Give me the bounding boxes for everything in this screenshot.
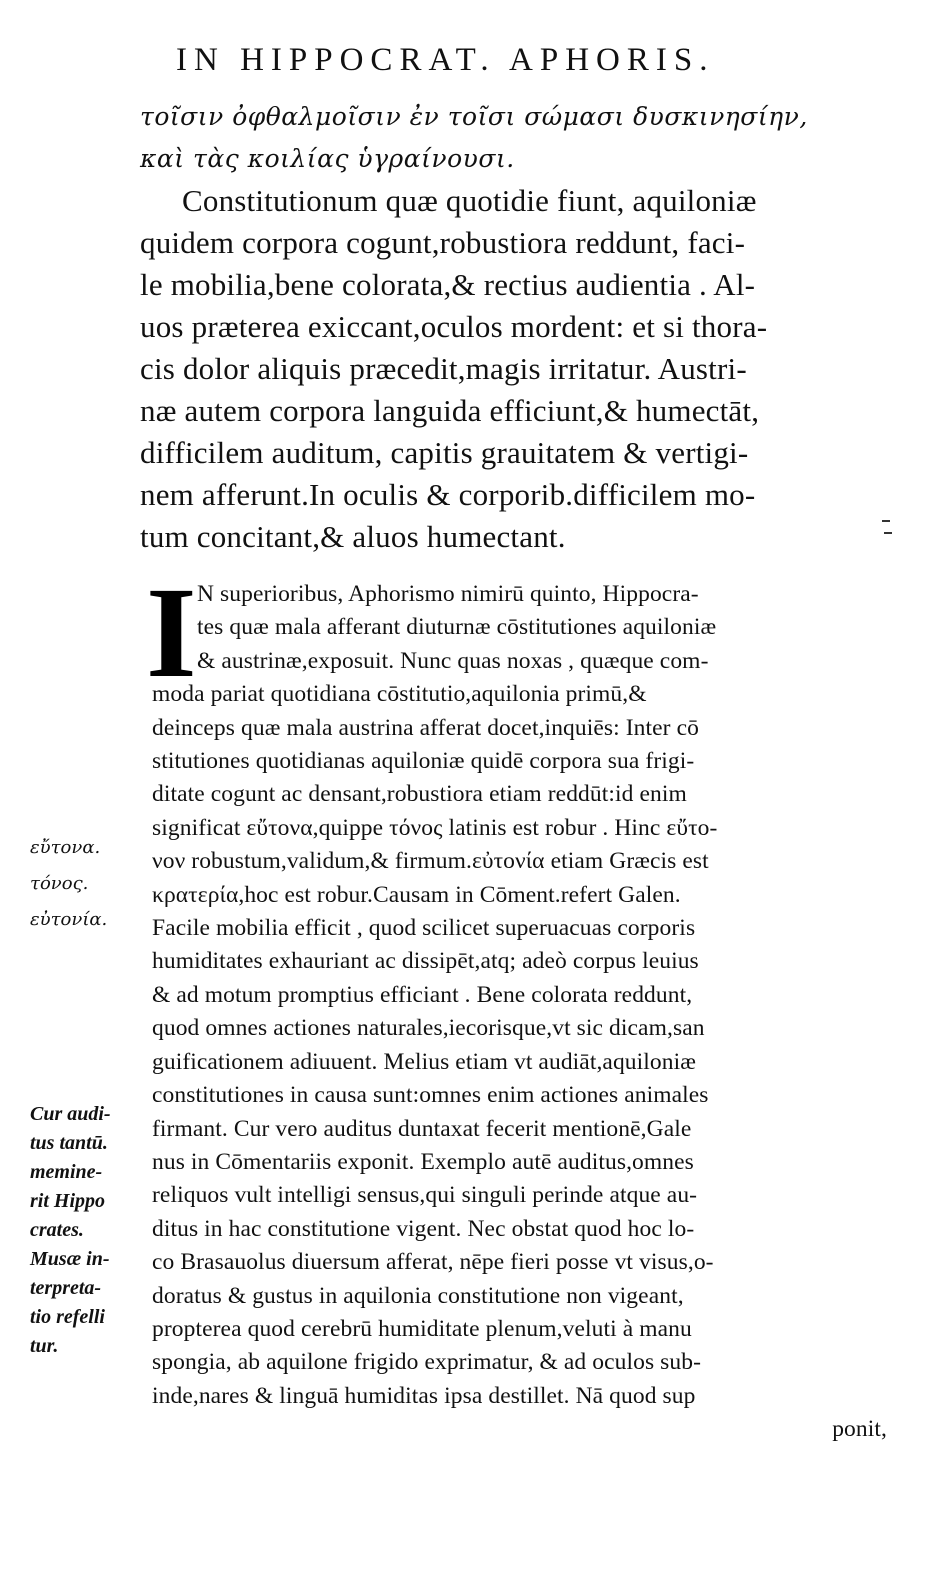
margin-note-line: memine-	[30, 1161, 103, 1183]
margin-note-line: tur.	[30, 1335, 59, 1357]
printer-mark-tick	[884, 532, 892, 534]
aphorism-line: quidem corpora cogunt,robustiora reddunt, faci-	[140, 225, 746, 260]
aphorism-line: le mobilia,bene colorata,& rectius audientia . Al-	[140, 267, 756, 302]
aphorism-line: Constitutionum quæ quotidie fiunt, aquiloniæ	[182, 183, 757, 218]
commentary-line: N superioribus, Aphorismo nimirū quinto, Hippocra-	[197, 581, 699, 607]
aphorism-line: tum concitant,& aluos humectant.	[140, 519, 566, 554]
commentary-line: νον robustum,validum,& firmum.εὐτονία etiam Græcis est	[152, 848, 709, 875]
commentary-line: doratus & gustus in aquilonia constitutione non vigeant,	[152, 1282, 684, 1309]
margin-note-line: tus tantū.	[30, 1132, 108, 1154]
margin-note-line: εὐτονία.	[30, 909, 108, 930]
commentary-line: nus in Cōmentariis exponit. Exemplo autē auditus,omnes	[152, 1148, 694, 1175]
commentary-line: Facile mobilia efficit , quod scilicet superuacuas corporis	[152, 915, 696, 942]
drop-capital: I	[146, 561, 197, 705]
greek-line: τοῖσιν ὀφθαλμοῖσιν ἐν τοῖσι σώμασι δυσκινησίην,	[140, 102, 808, 131]
commentary-line: tes quæ mala afferant diuturnæ cōstitutiones aquiloniæ	[197, 614, 717, 641]
commentary-line: ditate cogunt ac densant,robustiora etiam reddūt:id enim	[152, 781, 687, 808]
commentary-line: moda pariat quotidiana cōstitutio,aquilonia primū,&	[152, 681, 647, 708]
commentary-line: firmant. Cur vero auditus duntaxat fecerit mentionē,Gale	[152, 1115, 692, 1142]
margin-note-line: terpreta-	[30, 1277, 102, 1299]
running-head: IN HIPPOCRAT. APHORIS.	[176, 42, 715, 78]
aphorism-line: uos præterea exiccant,oculos mordent: et si thora-	[140, 309, 768, 344]
greek-line: καὶ τὰς κοιλίας ὑγραίνουσι.	[140, 144, 515, 173]
commentary-line: & ad motum promptius efficiant . Bene colorata reddunt,	[152, 981, 693, 1008]
commentary-line: reliquos vult intelligi sensus,qui singuli perinde atque au-	[152, 1182, 698, 1209]
latin-aphorism	[140, 180, 880, 558]
commentary-line: stitutiones quotidianas aquiloniæ quidē corpora sua frigi-	[152, 748, 695, 775]
commentary-line: co Brasauolus diuersum afferat, nēpe fieri posse vt visus,o-	[152, 1249, 714, 1276]
margin-note-line: εὔτονα.	[30, 837, 101, 858]
commentary-line: constitutiones in causa sunt:omnes enim actiones animales	[152, 1082, 709, 1109]
commentary-line: inde,nares & linguā humiditas ipsa destillet. Nā quod sup	[152, 1382, 696, 1409]
margin-note-line: τόνος.	[30, 873, 89, 894]
commentary-line: deinceps quæ mala austrina afferat docet,inquiēs: Inter cō	[152, 714, 699, 741]
commentary-line: quod omnes actiones naturales,iecorisque,vt sic dicam,san	[152, 1015, 705, 1042]
commentary-line: significat εὔτονα,quippe τόνος latinis est robur . Hinc εὔτο-	[152, 814, 718, 841]
margin-note-line: Cur audi-	[30, 1103, 111, 1125]
commentary-line: spongia, ab aquilone frigido exprimatur, & ad oculos sub-	[152, 1349, 702, 1376]
printer-mark-tick	[882, 520, 890, 522]
printer-mark	[882, 520, 894, 540]
margin-note-line: Musæ in-	[30, 1248, 110, 1270]
commentary-line: ditus in hac constitutione vigent. Nec obstat quod hoc lo-	[152, 1215, 695, 1242]
commentary-line: & austrinæ,exposuit. Nunc quas noxas , quæque com-	[197, 647, 709, 674]
margin-note-line: rit Hippo	[30, 1190, 106, 1212]
aphorism-line: cis dolor aliquis præcedit,magis irritatur. Austri-	[140, 351, 747, 386]
commentary-line: propterea quod cerebrū humiditate plenum,veluti à manu	[152, 1315, 692, 1342]
aphorism-line: næ autem corpora languida efficiunt,& humectāt,	[140, 393, 760, 428]
catchword: ponit,	[832, 1416, 887, 1443]
margin-note-latin	[30, 1100, 150, 1361]
commentary-text	[152, 578, 887, 1447]
commentary-line: guificationem adiuuent. Melius etiam vt audiāt,aquiloniæ	[152, 1048, 697, 1075]
margin-note-line: crates.	[30, 1219, 84, 1241]
greek-aphorism-text	[140, 96, 900, 180]
aphorism-line: nem afferunt.In oculis & corporib.difficilem mo-	[140, 477, 756, 512]
margin-note-greek	[30, 830, 150, 938]
margin-note-line: tio refelli	[30, 1306, 105, 1328]
commentary-line: κρατερία,hoc est robur.Causam in Cōment.refert Galen.	[152, 881, 681, 908]
commentary-line: humiditates exhauriant ac dissipēt,atq; adeò corpus leuius	[152, 948, 699, 975]
aphorism-line: difficilem auditum, capitis grauitatem & vertigi-	[140, 435, 749, 470]
